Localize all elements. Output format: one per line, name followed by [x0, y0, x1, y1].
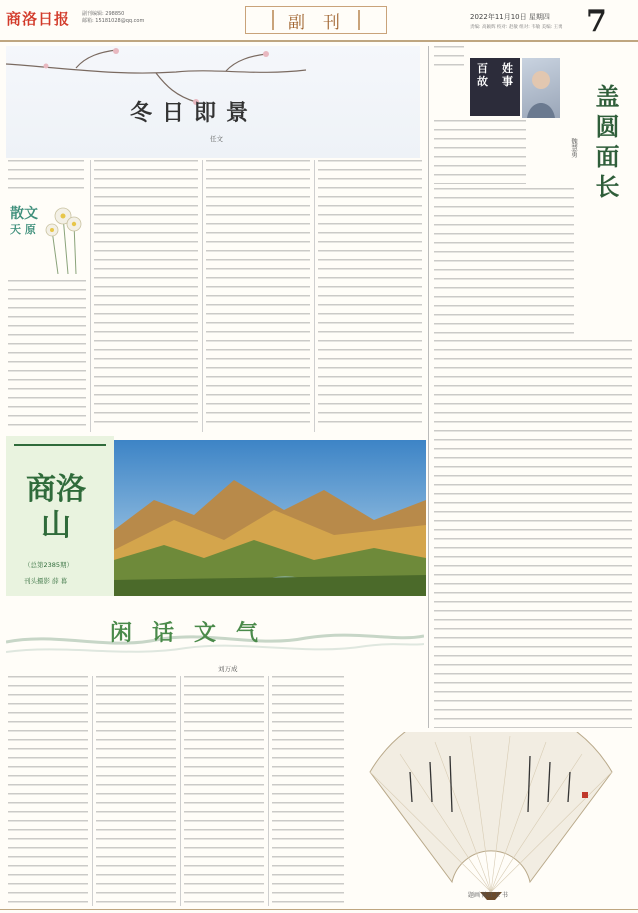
issue-date-sub: 责编: 高颖辉 校对: 赵敏 组对: 韦敏 美编: 王勇 [470, 25, 563, 30]
leisure-article-author: 刘万成 [218, 665, 238, 673]
section-bar-right [358, 10, 360, 30]
winter-body-col1-top [8, 160, 84, 192]
header-info-line-1: 副刊编辑: 298850 [82, 11, 125, 17]
shangluo-title-panel [6, 436, 114, 596]
footer-rule [0, 909, 638, 910]
section-tag [245, 6, 387, 34]
side-body-col1 [434, 188, 574, 338]
leisure-body-col4 [272, 676, 344, 904]
winter-body-col1 [8, 280, 86, 428]
leisure-body-col2 [96, 676, 176, 904]
winter-body-col3 [206, 160, 310, 428]
fan-caption: 题画 陈红卫 书 [468, 892, 508, 899]
side-body-intro [434, 120, 526, 184]
section-right-char: 刊 [323, 12, 344, 33]
leisure-body-col1 [8, 676, 88, 904]
header-info [82, 11, 144, 25]
side-body-top [434, 46, 464, 68]
essay-tag-line-1: 散文 [10, 206, 38, 222]
side-article-title: 盖圆面长 [591, 84, 620, 204]
column-divider [92, 676, 93, 906]
column-divider [202, 160, 203, 432]
side-portrait-image [522, 58, 560, 118]
column-divider [314, 160, 315, 432]
column-divider [180, 676, 181, 906]
panel-rule [14, 444, 106, 446]
shangluo-landscape-photo [114, 440, 426, 596]
essay-tag-line-2: 天 原 [10, 223, 36, 236]
right-section-divider [428, 46, 429, 728]
masthead-logo: 商洛日报 [6, 10, 71, 28]
portrait-icon [522, 58, 560, 118]
column-name-char-2: 姓 [502, 62, 513, 75]
winter-article-author: 任文 [210, 135, 223, 143]
leisure-article-title: 闲话文气 [110, 620, 279, 646]
column-name-char-3: 故 [477, 75, 488, 88]
column-name-char-1: 百 [477, 62, 488, 75]
mountain-landscape-icon [114, 440, 426, 596]
side-article-author: 魏慧勇 [570, 138, 578, 158]
side-body-col2 [434, 340, 632, 728]
folding-fan-icon [350, 732, 632, 902]
winter-body-col2 [94, 160, 198, 428]
header-info-line-2: 邮箱: 15181028@qq.com [82, 18, 145, 24]
section-left-char: 副 [288, 12, 309, 33]
column-name-char-4: 事 [502, 75, 513, 88]
shangluo-title: 商洛山 [26, 472, 86, 543]
page-number: 7 [586, 4, 607, 39]
fan-calligraphy-artwork [350, 732, 632, 902]
column-divider [90, 160, 91, 432]
issue-date [470, 12, 563, 30]
section-bar-left [272, 10, 274, 30]
column-divider [268, 676, 269, 906]
column-name-panel [470, 58, 520, 116]
issue-date-main: 2022年11月10日 星期四 [470, 13, 550, 21]
header-rule [0, 40, 638, 42]
shangluo-photo-credit: 刊头摄影 薛 暮 [24, 577, 68, 585]
shangluo-issue-number: （总第2385期） [24, 561, 74, 569]
essay-tag [10, 206, 38, 238]
leisure-body-col3 [184, 676, 264, 904]
winter-body-col4 [318, 160, 422, 428]
winter-article-title: 冬日即景 [130, 100, 259, 126]
